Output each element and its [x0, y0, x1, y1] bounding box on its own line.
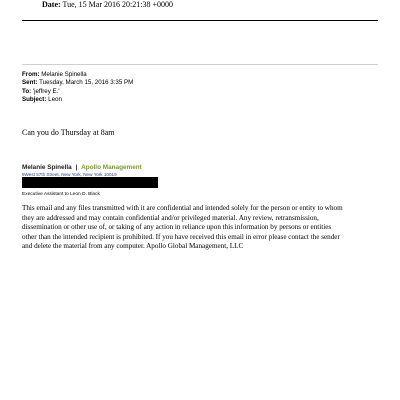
sent-row	[22, 79, 133, 87]
disclaimer-line: This email and any files transmitted with it are confidential and intended solely for the person or entity to whom	[22, 204, 343, 212]
from-row	[22, 71, 133, 79]
signature-address-link[interactable]: 9West 57th Street, New York, New York 10019	[22, 172, 117, 177]
subject-value: Leon	[48, 96, 62, 104]
redaction-block	[22, 177, 158, 188]
date-label: Date:	[42, 0, 61, 9]
date-value: Tue, 15 Mar 2016 20:21:38 +0000	[62, 0, 173, 9]
to-value: 'jeffrey E.'	[32, 87, 60, 95]
header-divider	[22, 20, 378, 21]
from-label: From:	[22, 71, 40, 78]
email-header-block	[22, 71, 133, 105]
confidentiality-disclaimer	[22, 204, 382, 252]
date-header	[42, 0, 173, 9]
disclaimer-line: they are addressed and may contain confidential and/or privileged material. Any review, retransmission,	[22, 213, 319, 222]
signature-company: Apollo Management	[81, 164, 142, 171]
signature-name: Melanie Spinella	[22, 164, 72, 171]
to-row	[22, 88, 133, 96]
to-label: To:	[22, 87, 32, 95]
disclaimer-line: dissemination or other use of, or taking of any action in reliance upon this information by persons or entities	[22, 223, 332, 231]
disclaimer-line: and delete the material from any computer. Apollo Global Management, LLC	[22, 242, 244, 250]
sent-label: Sent:	[22, 79, 38, 87]
message-divider	[22, 64, 378, 65]
subject-label: Subject:	[22, 96, 47, 104]
subject-row	[22, 96, 133, 104]
signature-name-line	[22, 164, 142, 172]
from-value: Melanie Spinella	[41, 71, 87, 78]
disclaimer-line: other than the intended recipient is prohibited. If you have received this email in error please contact the sender	[22, 232, 340, 241]
sent-value: Tuesday, March 15, 2016 3:35 PM	[39, 79, 134, 87]
signature-title: Executive Assistant to Leon D. Black	[22, 192, 100, 197]
signature-separator: |	[75, 164, 78, 171]
message-body: Can you do Thursday at 8am	[22, 128, 115, 137]
